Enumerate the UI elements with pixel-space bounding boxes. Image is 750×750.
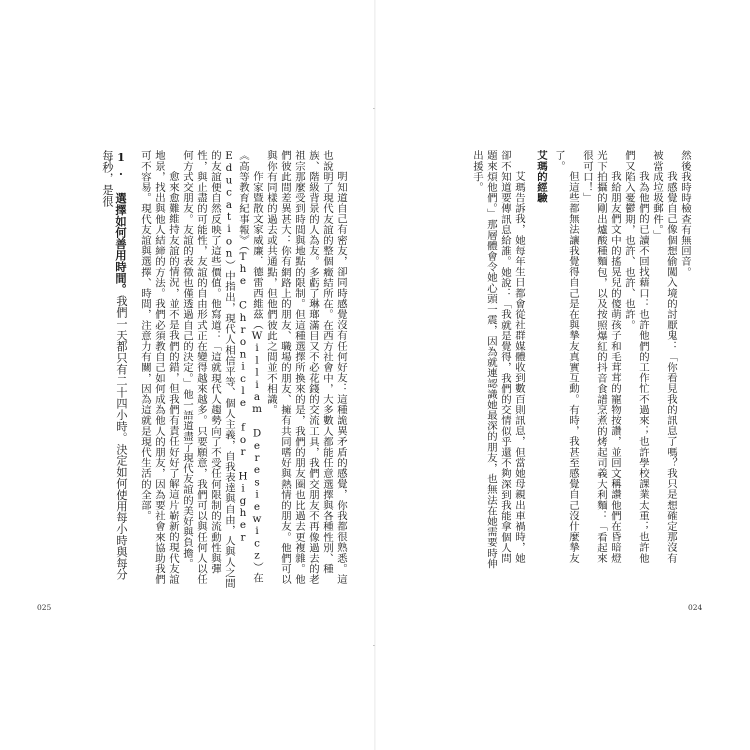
numbered-heading-title: 1. 選擇如何善用時間。 — [114, 150, 128, 296]
page-number-right: 024 — [688, 603, 703, 612]
paragraph: 艾瑪告訴我，她每年生日都會從社群媒體收到數百則訊息，但當她母親出車禍時，她卻不知道要傳訊息給誰。她說：「我就是覺得，我們的交情似乎還不夠深到我能拿個人問題來煩他們。」那層體會令她心頭一震，因為就連認識她最深的朋友，也無法在她需要時伸出援手。 — [471, 150, 525, 569]
paragraph: 但這些都無法讓我覺得自己是在與摯友真實互動。有時，我甚至感覺自己沒什麼摯友了。 — [553, 150, 579, 563]
page-left — [78, 150, 348, 590]
page-right — [404, 150, 692, 570]
section-heading: 艾瑪的經驗 — [535, 150, 547, 203]
page-number-left: 025 — [37, 603, 52, 612]
paragraph: 我給朋友們文中的搖晃兒的傻萌孩子和毛茸茸的寵物按讚，並回文稱讚他們在昏暗燈光下拍攝的剛出爐酸種麵包，以及按照爆紅的抖音食譜烹煮的烤起司義大利麵：「看起來很可口！」 — [581, 150, 621, 564]
paragraph: 作家暨散文家威廉．德雷西維茲（William Deresiewicz）在《高等教育紀事報》（The Chronicle for Higher Education）中指出，現代人相信平等、個人主義，自我表達與自由，人與人之間的友誼便自然反映了這些價值。他寫道：「這就現代人趨勢向了不受任何限制的流動性與彈性，與止盡的可能性，友誼的自由形式正在變得越來越多。只要願意，我們可以與任何人以任何方式交朋友。友誼的表徵也僅透過自己的決定。」他一語道盡了現代友誼的美好與負擔。 — [181, 150, 263, 589]
crop-mark-top: · — [373, 106, 375, 113]
page-right-text — [404, 150, 692, 570]
numbered-heading-text: 我們一天都只有二十四小時。決定如何使用每小時與每分每秒，是很 — [101, 150, 128, 581]
paragraph: 我感覺自己像個想偷闖入境的討厭鬼：「你看見我的訊息了嗎？我只是想確定那沒有被當成垃圾郵件。」 — [651, 150, 677, 563]
numbered-heading — [100, 150, 128, 590]
paragraph: 我為他們的已讀不回找藉口：也許他們的工作忙不過來；也許學校課業太重；也許他們又陷入憂鬱期，也許、也許、也許。 — [623, 150, 649, 563]
page-left-text — [78, 150, 348, 590]
paragraph: 愈來愈難維持友誼的情況，並不是我們的錯，但我們有責任好好了解這片嶄新的現代友誼地景，找出與他人結締的方法。我們必須教自己如何成為他人的朋友，因為要社會來協助我們可不容易。現代友誼與選擇、時間，注意力有關，因為這就是現代生活的全部。 — [139, 150, 179, 585]
crop-mark-bottom: · — [373, 643, 375, 650]
paragraph: 然後我時時檢查有無回音。 — [679, 150, 691, 278]
paragraph: 明知道自己有密友，卻同時感覺沒有任何好友：這種詭異矛盾的感覺，你我都很熟悉。這也說明了現代友誼的整個癥結所在。在西方社會中，大多數人都能任意選擇與各種性別、種族、階級背景的人為友。多虧了琳瑯滿目又不必花錢的交流工具，我們交朋友不再像過去的老祖宗那麼受到時間與地點的限制。但這種選擇所換來的是，我們的朋友圈也比過去更複雜。他們彼此間差異甚大：你有網路上的朋友、職場的朋友、擁有共同嗜好與熱情的朋友。他們可以與你有同樣的過去或共通點，但他們彼此之間並不相識。 — [265, 150, 347, 585]
